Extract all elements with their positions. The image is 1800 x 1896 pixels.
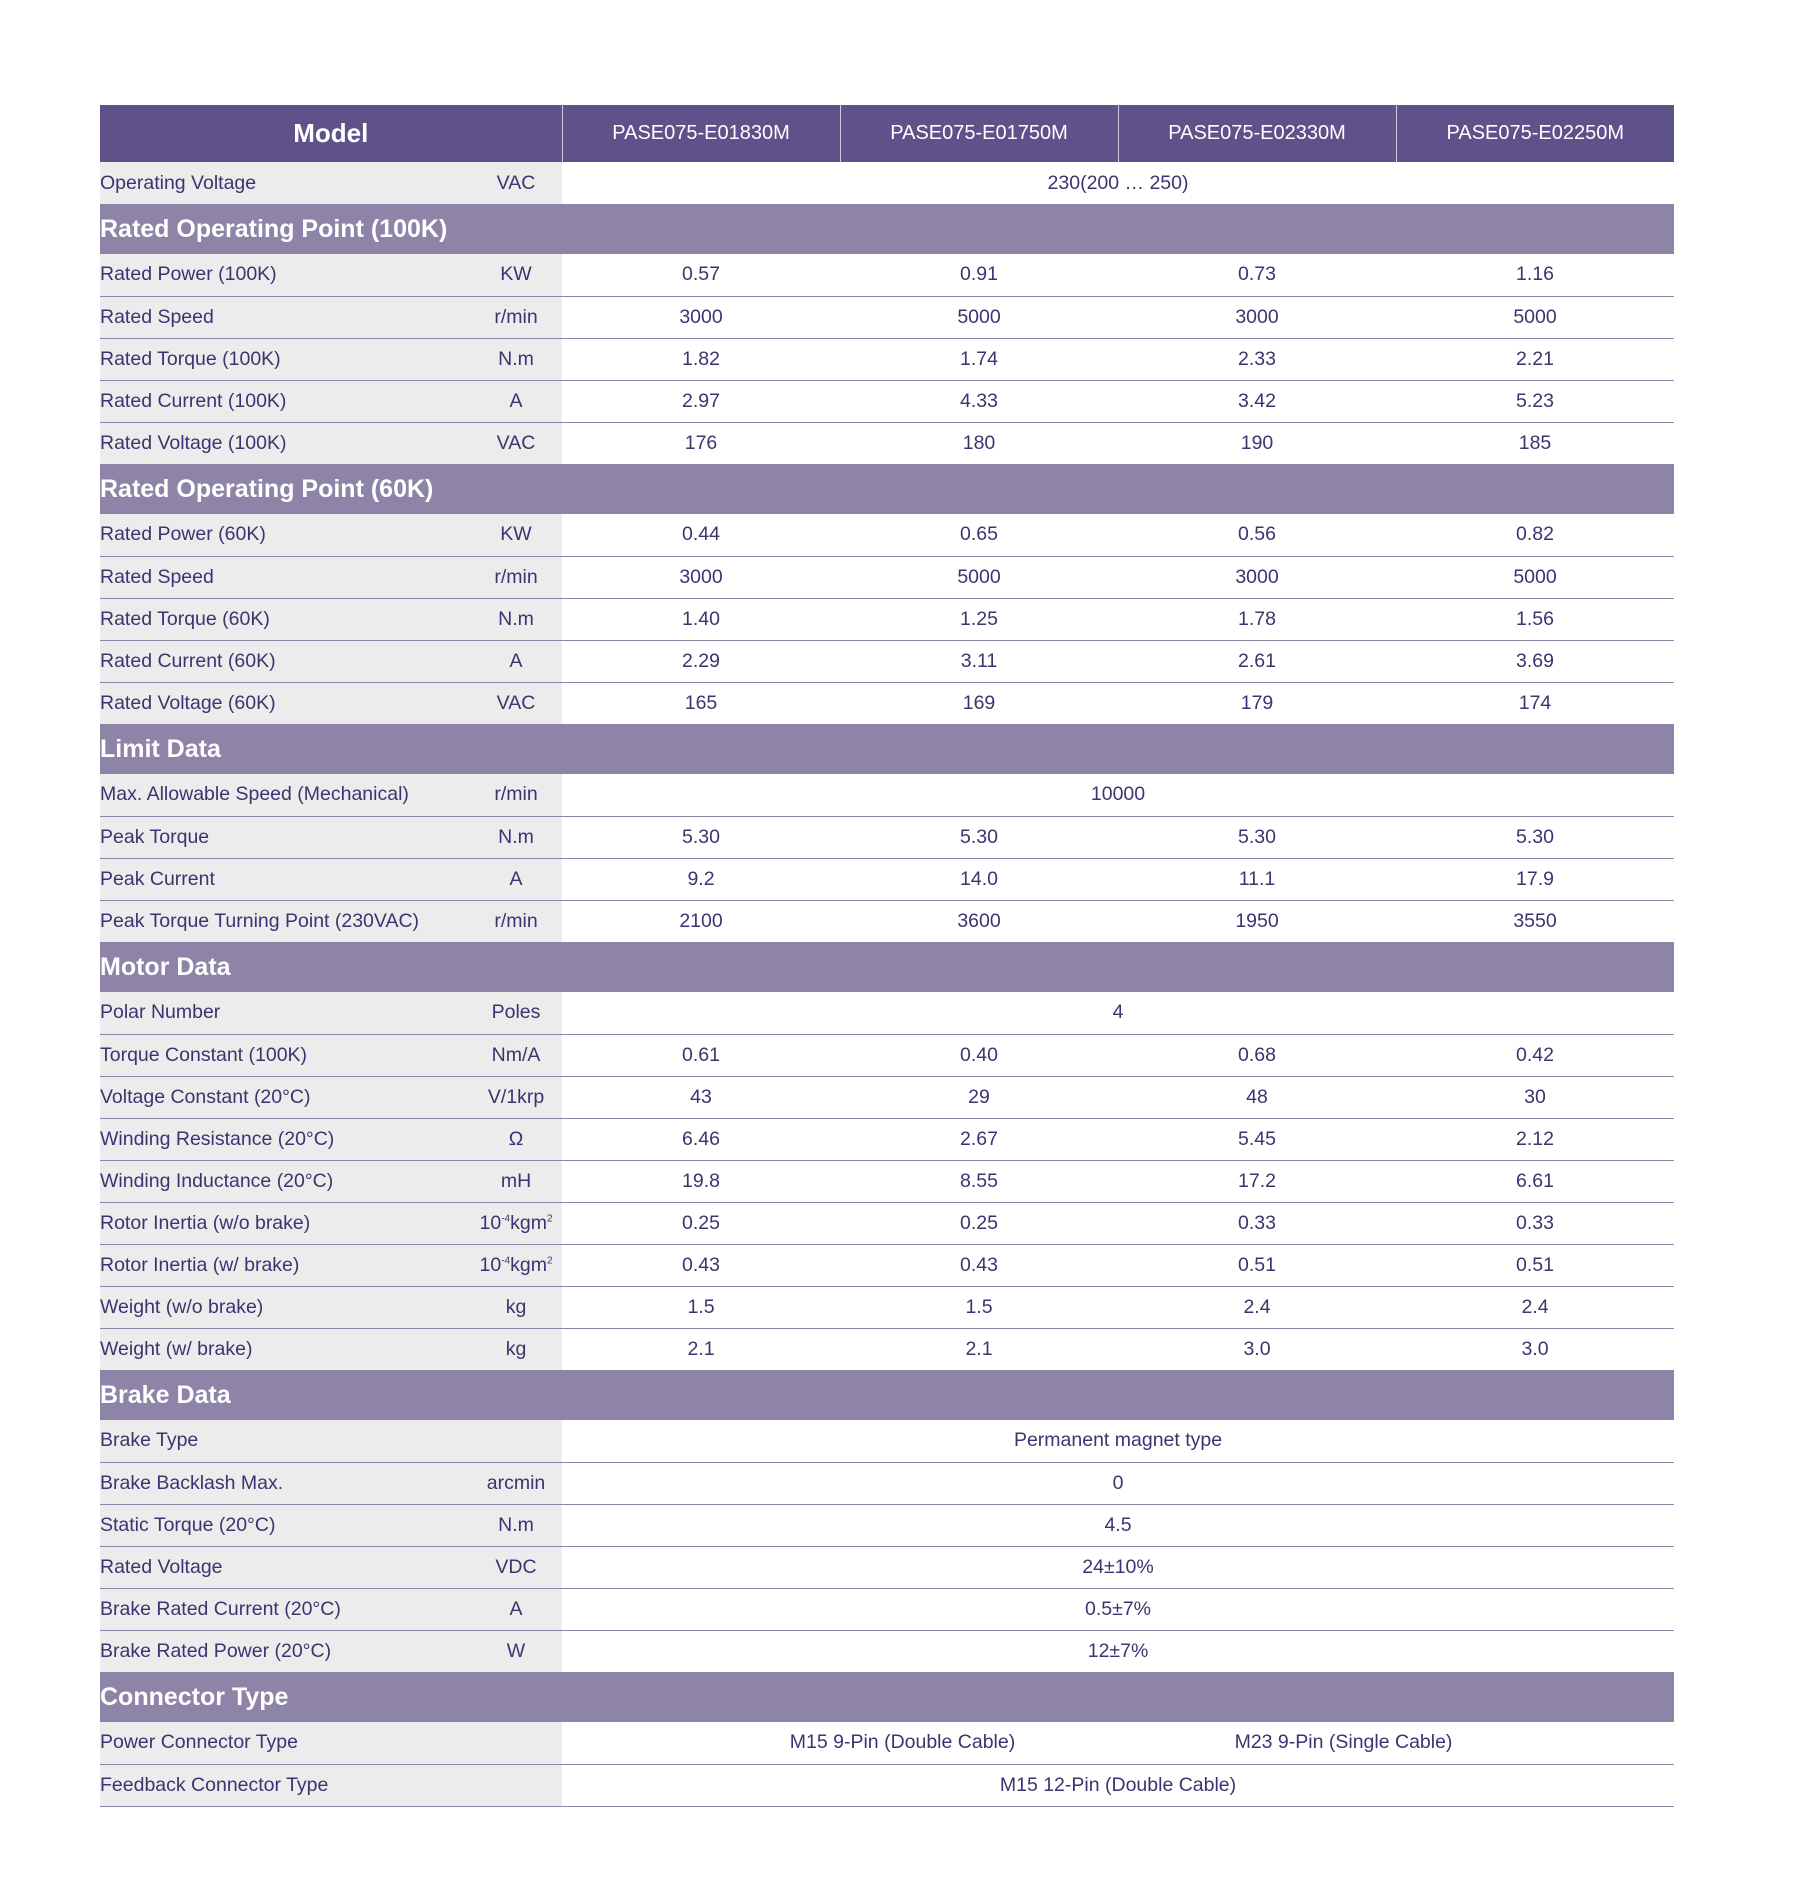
row-unit: VAC (470, 162, 562, 204)
row-label: Rotor Inertia (w/o brake) (100, 1202, 470, 1244)
row-label: Feedback Connector Type (100, 1764, 470, 1806)
row-value: 0.73 (1118, 254, 1396, 296)
section-header (100, 724, 1674, 774)
row-unit (470, 1420, 562, 1462)
row-label: Static Torque (20°C) (100, 1504, 470, 1546)
row-value: 3000 (1118, 296, 1396, 338)
row-value: 0.25 (840, 1202, 1118, 1244)
row-value: 2.29 (562, 640, 840, 682)
row-value: 0 (562, 1462, 1674, 1504)
unit-exponent: -4 (501, 1255, 511, 1266)
row-value: 5.45 (1118, 1118, 1396, 1160)
row-label: Rated Voltage (60K) (100, 682, 470, 724)
row-value: 0.43 (840, 1244, 1118, 1286)
row-unit: arcmin (470, 1462, 562, 1504)
row-value: 6.61 (1396, 1160, 1674, 1202)
row-label: Winding Resistance (20°C) (100, 1118, 470, 1160)
unit-base: 10 (479, 1253, 502, 1276)
section-header (100, 464, 1674, 514)
row-label: Rated Current (60K) (100, 640, 470, 682)
table-row (100, 1722, 1674, 1764)
row-unit: N.m (470, 816, 562, 858)
row-value: 5.30 (1396, 816, 1674, 858)
row-value: M15 12-Pin (Double Cable) (562, 1764, 1674, 1806)
row-unit: Ω (470, 1118, 562, 1160)
table-row (100, 1286, 1674, 1328)
section-title: Limit Data (100, 724, 1674, 774)
row-value: 48 (1118, 1076, 1396, 1118)
table-row (100, 254, 1674, 296)
table-row (100, 1202, 1674, 1244)
row-value: 24±10% (562, 1546, 1674, 1588)
row-value: 3.0 (1118, 1328, 1396, 1370)
row-label: Rated Voltage (100, 1546, 470, 1588)
row-value: 5.23 (1396, 380, 1674, 422)
row-label: Rated Current (100K) (100, 380, 470, 422)
unit-base: 10 (479, 1211, 502, 1234)
table-row (100, 992, 1674, 1034)
model-name: PASE075-E02250M (1396, 105, 1674, 162)
row-label: Rotor Inertia (w/ brake) (100, 1244, 470, 1286)
table-row (100, 422, 1674, 464)
row-value: 0.42 (1396, 1034, 1674, 1076)
table-row (100, 598, 1674, 640)
section-header (100, 1672, 1674, 1722)
row-value: 19.8 (562, 1160, 840, 1202)
row-value: 5000 (1396, 556, 1674, 598)
row-value: 0.51 (1396, 1244, 1674, 1286)
row-value: 0.5±7% (562, 1588, 1674, 1630)
row-value: 3.0 (1396, 1328, 1674, 1370)
row-value: 5.30 (1118, 816, 1396, 858)
section-title: Brake Data (100, 1370, 1674, 1420)
row-unit: r/min (470, 900, 562, 942)
power-connector-a: M15 9-Pin (Double Cable) (789, 1731, 1016, 1754)
row-value: 1.74 (840, 338, 1118, 380)
row-value: Permanent magnet type (562, 1420, 1674, 1462)
section-header (100, 204, 1674, 254)
row-value: 4.33 (840, 380, 1118, 422)
table-row (100, 682, 1674, 724)
row-unit: A (470, 640, 562, 682)
row-value: 0.56 (1118, 514, 1396, 556)
row-label: Voltage Constant (20°C) (100, 1076, 470, 1118)
row-value: 174 (1396, 682, 1674, 724)
row-value: 0.33 (1118, 1202, 1396, 1244)
row-value: 1950 (1118, 900, 1396, 942)
row-value: 3000 (1118, 556, 1396, 598)
row-value: 3550 (1396, 900, 1674, 942)
row-unit: V/1krp (470, 1076, 562, 1118)
row-value: 0.61 (562, 1034, 840, 1076)
row-unit: N.m (470, 338, 562, 380)
table-row (100, 296, 1674, 338)
table-row (100, 1588, 1674, 1630)
row-value: 5.30 (562, 816, 840, 858)
row-value: 4.5 (562, 1504, 1674, 1546)
table-row (100, 1630, 1674, 1672)
row-value: 2.4 (1118, 1286, 1396, 1328)
row-value: 230(200 … 250) (562, 162, 1674, 204)
table-row (100, 858, 1674, 900)
table-row (100, 1160, 1674, 1202)
row-value: 169 (840, 682, 1118, 724)
row-unit: KW (470, 514, 562, 556)
row-value: 0.40 (840, 1034, 1118, 1076)
row-value: 0.25 (562, 1202, 840, 1244)
row-value: 1.56 (1396, 598, 1674, 640)
table-row (100, 1462, 1674, 1504)
row-value: 2.1 (840, 1328, 1118, 1370)
row-value: 5000 (1396, 296, 1674, 338)
row-value: 2.12 (1396, 1118, 1674, 1160)
row-value: 3.69 (1396, 640, 1674, 682)
unit-tail-exponent: 2 (546, 1255, 553, 1266)
row-value: 2.67 (840, 1118, 1118, 1160)
row-value: 190 (1118, 422, 1396, 464)
row-value: 0.91 (840, 254, 1118, 296)
row-label: Winding Inductance (20°C) (100, 1160, 470, 1202)
row-unit: VAC (470, 682, 562, 724)
row-label: Weight (w/ brake) (100, 1328, 470, 1370)
table-row (100, 1244, 1674, 1286)
row-label: Peak Torque Turning Point (230VAC) (100, 900, 470, 942)
unit-exponent: -4 (501, 1213, 511, 1224)
table-row (100, 900, 1674, 942)
row-unit: r/min (470, 774, 562, 816)
row-value: 14.0 (840, 858, 1118, 900)
row-label: Brake Rated Current (20°C) (100, 1588, 470, 1630)
row-value: 30 (1396, 1076, 1674, 1118)
section-header (100, 1370, 1674, 1420)
row-value: 5000 (840, 296, 1118, 338)
row-value: 2.97 (562, 380, 840, 422)
table-row (100, 380, 1674, 422)
row-value: 0.43 (562, 1244, 840, 1286)
table-row (100, 1118, 1674, 1160)
table-row (100, 162, 1674, 204)
model-name: PASE075-E01830M (562, 105, 840, 162)
table-row (100, 1076, 1674, 1118)
row-unit: A (470, 380, 562, 422)
row-label: Brake Type (100, 1420, 470, 1462)
row-value: 0.44 (562, 514, 840, 556)
spec-table (100, 105, 1674, 1807)
row-label: Rated Speed (100, 296, 470, 338)
row-label: Peak Torque (100, 816, 470, 858)
row-value: 3000 (562, 556, 840, 598)
table-row (100, 1420, 1674, 1462)
row-value: 1.78 (1118, 598, 1396, 640)
table-row (100, 640, 1674, 682)
row-value: 3000 (562, 296, 840, 338)
row-unit: A (470, 1588, 562, 1630)
row-label: Weight (w/o brake) (100, 1286, 470, 1328)
row-unit (470, 1244, 562, 1286)
row-unit: r/min (470, 296, 562, 338)
power-connector-b: M23 9-Pin (Single Cable) (1234, 1731, 1453, 1754)
section-title: Rated Operating Point (100K) (100, 204, 1674, 254)
row-value: 1.5 (840, 1286, 1118, 1328)
unit-tail: kgm (510, 1253, 547, 1276)
unit-tail: kgm (510, 1211, 547, 1234)
row-value: 176 (562, 422, 840, 464)
row-value: 17.2 (1118, 1160, 1396, 1202)
row-value: 17.9 (1396, 858, 1674, 900)
row-value: 2100 (562, 900, 840, 942)
row-label: Torque Constant (100K) (100, 1034, 470, 1076)
row-unit: W (470, 1630, 562, 1672)
row-label: Rated Power (60K) (100, 514, 470, 556)
table-row (100, 1764, 1674, 1806)
table-row (100, 1504, 1674, 1546)
row-value: 165 (562, 682, 840, 724)
row-value: 4 (562, 992, 1674, 1034)
row-label: Polar Number (100, 992, 470, 1034)
section-header (100, 942, 1674, 992)
table-row (100, 816, 1674, 858)
row-value: 5.30 (840, 816, 1118, 858)
row-value: 0.51 (1118, 1244, 1396, 1286)
row-label: Rated Voltage (100K) (100, 422, 470, 464)
model-header: Model (100, 105, 562, 162)
row-unit: A (470, 858, 562, 900)
row-unit: mH (470, 1160, 562, 1202)
row-unit: KW (470, 254, 562, 296)
model-name: PASE075-E02330M (1118, 105, 1396, 162)
row-value: 3.11 (840, 640, 1118, 682)
row-unit: kg (470, 1286, 562, 1328)
row-value: 1.5 (562, 1286, 840, 1328)
row-value: 29 (840, 1076, 1118, 1118)
row-value: 0.65 (840, 514, 1118, 556)
row-value: 0.68 (1118, 1034, 1396, 1076)
row-value: 1.25 (840, 598, 1118, 640)
row-value: 11.1 (1118, 858, 1396, 900)
row-value: 2.61 (1118, 640, 1396, 682)
table-row (100, 1546, 1674, 1588)
row-unit (470, 1202, 562, 1244)
row-unit: r/min (470, 556, 562, 598)
row-label: Brake Backlash Max. (100, 1462, 470, 1504)
table-row (100, 338, 1674, 380)
section-title: Rated Operating Point (60K) (100, 464, 1674, 514)
row-value: 1.82 (562, 338, 840, 380)
row-label: Rated Power (100K) (100, 254, 470, 296)
row-unit: N.m (470, 1504, 562, 1546)
row-label: Rated Torque (100K) (100, 338, 470, 380)
row-label: Rated Speed (100, 556, 470, 598)
row-value: 9.2 (562, 858, 840, 900)
row-value: 2.21 (1396, 338, 1674, 380)
row-value: 10000 (562, 774, 1674, 816)
row-unit (470, 1764, 562, 1806)
row-label: Operating Voltage (100, 162, 470, 204)
row-unit: Poles (470, 992, 562, 1034)
row-value: 3600 (840, 900, 1118, 942)
unit-tail-exponent: 2 (546, 1213, 553, 1224)
row-value: 12±7% (562, 1630, 1674, 1672)
row-value: 8.55 (840, 1160, 1118, 1202)
row-value: 2.1 (562, 1328, 840, 1370)
row-unit: kg (470, 1328, 562, 1370)
row-unit: Nm/A (470, 1034, 562, 1076)
table-row (100, 774, 1674, 816)
row-label: Rated Torque (60K) (100, 598, 470, 640)
row-unit: N.m (470, 598, 562, 640)
model-name: PASE075-E01750M (840, 105, 1118, 162)
row-value: 5000 (840, 556, 1118, 598)
row-value: 0.57 (562, 254, 840, 296)
table-row (100, 1328, 1674, 1370)
row-value: 1.16 (1396, 254, 1674, 296)
row-value: 180 (840, 422, 1118, 464)
row-value: 0.33 (1396, 1202, 1674, 1244)
row-unit: VAC (470, 422, 562, 464)
row-value: 43 (562, 1076, 840, 1118)
row-label: Power Connector Type (100, 1722, 470, 1764)
section-title: Motor Data (100, 942, 1674, 992)
table-row (100, 514, 1674, 556)
row-value: 0.82 (1396, 514, 1674, 556)
row-label: Brake Rated Power (20°C) (100, 1630, 470, 1672)
row-unit: VDC (470, 1546, 562, 1588)
row-value: 1.40 (562, 598, 840, 640)
row-value: 185 (1396, 422, 1674, 464)
row-value: 3.42 (1118, 380, 1396, 422)
row-value (562, 1722, 1674, 1764)
section-title: Connector Type (100, 1672, 1674, 1722)
row-label: Peak Current (100, 858, 470, 900)
table-row (100, 556, 1674, 598)
row-value: 6.46 (562, 1118, 840, 1160)
header-row (100, 105, 1674, 162)
row-value: 179 (1118, 682, 1396, 724)
row-value: 2.33 (1118, 338, 1396, 380)
row-unit (470, 1722, 562, 1764)
row-value: 2.4 (1396, 1286, 1674, 1328)
table-row (100, 1034, 1674, 1076)
row-label: Max. Allowable Speed (Mechanical) (100, 774, 470, 816)
